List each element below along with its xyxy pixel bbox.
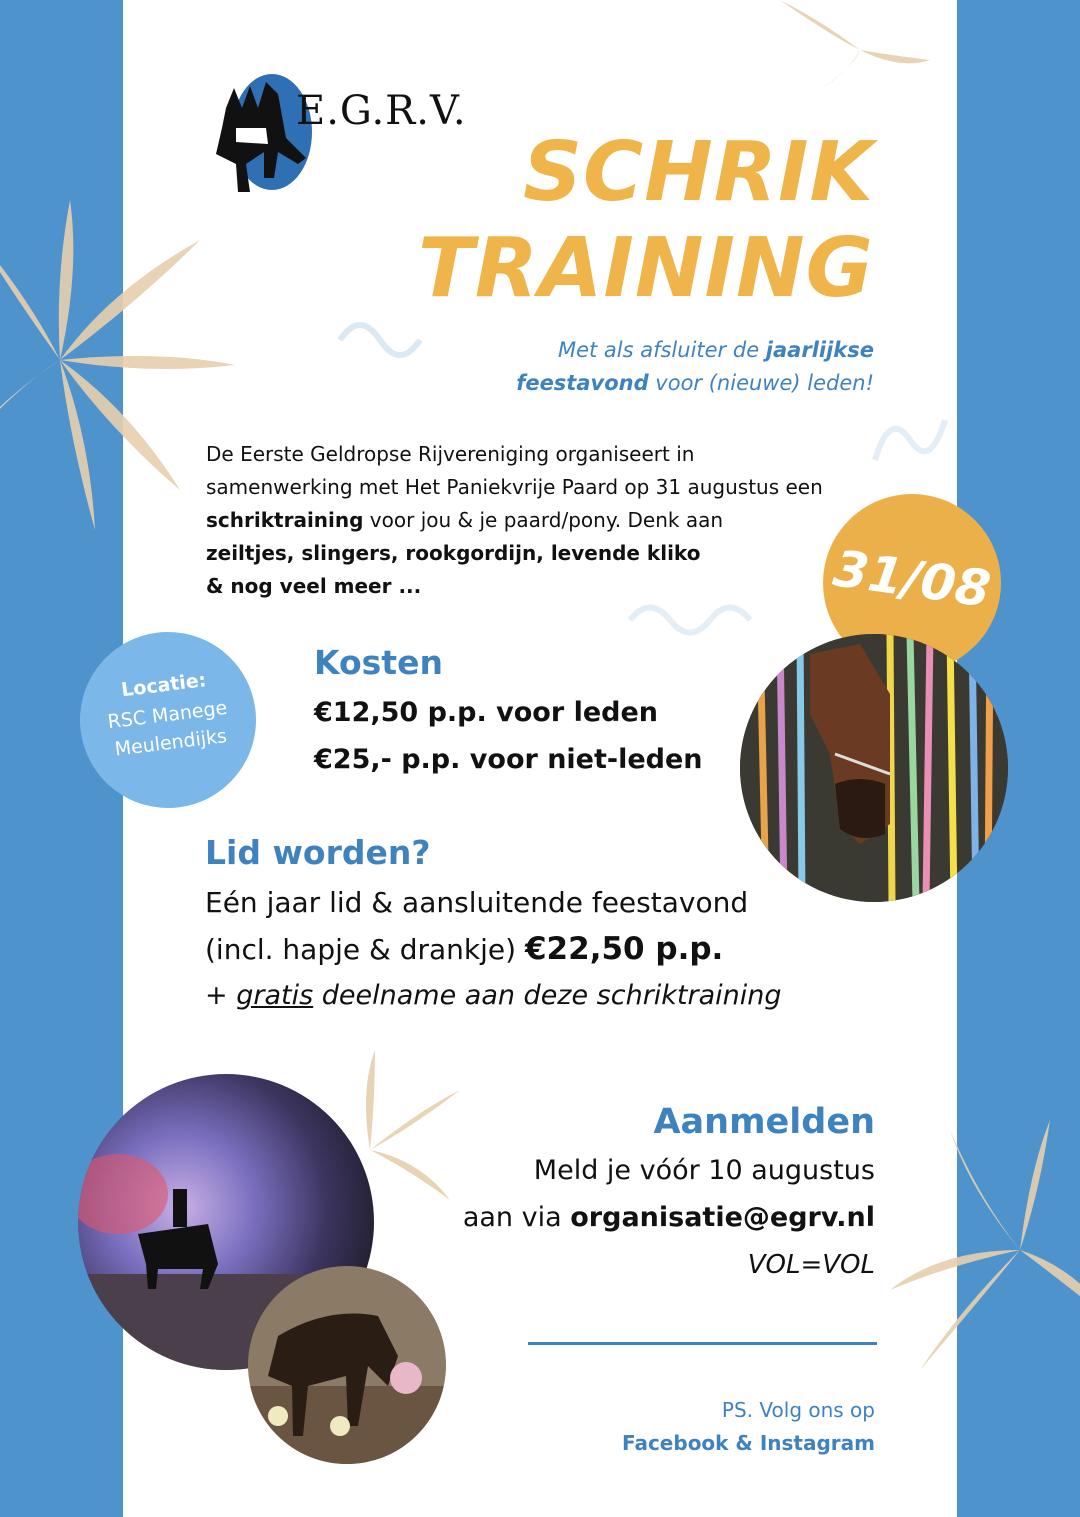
social-media-link[interactable]: Facebook & Instagram [621, 1431, 875, 1455]
aanmelden-line-2: aan via organisatie@egrv.nl [462, 1202, 875, 1233]
location-line-2: Meulendijks [113, 725, 229, 761]
confetti-swirl-decoration-3 [870, 410, 950, 470]
horse-with-streamers-photo [740, 634, 1008, 902]
subtitle: Met als afsluiter de jaarlijkse feestavond voor (nieuwe) leden! [516, 338, 874, 395]
title-line-2: TRAINING [417, 221, 874, 316]
horse-with-balloons-photo [248, 1266, 446, 1464]
club-logo-text: E.G.R.V. [296, 88, 467, 134]
kosten-heading: Kosten [314, 643, 443, 682]
lid-line-1: Eén jaar lid & aansluitende feestavond [205, 886, 749, 919]
firework-top-decoration [780, 0, 940, 90]
lid-line-3: + gratis deelname aan deze schriktraining [205, 980, 782, 1011]
lid-line-2: (incl. hapje & drankje) €22,50 p.p. [205, 931, 724, 967]
firework-left-decoration [0, 180, 240, 540]
location-title: Locatie: [120, 669, 208, 702]
email-link[interactable]: organisatie@egrv.nl [570, 1202, 875, 1233]
title-line-1: SCHRIK [522, 125, 874, 220]
aanmelden-heading: Aanmelden [653, 1102, 875, 1142]
ps-line-1: PS. Volg ons op [721, 1398, 875, 1422]
aanmelden-line-1: Meld je vóór 10 augustus [533, 1155, 875, 1186]
date-text: 31/08 [830, 539, 994, 619]
intro-paragraph: De Eerste Geldropse Rijvereniging organiseert in samenwerking met Het Paniekvrije Paard op 31 augustus een schriktraining voor jou & je paard/pony. Denk aan zeiltjes, slingers, rookgordijn, levende kliko & nog veel meer ... [206, 442, 823, 598]
lid-worden-heading: Lid worden? [205, 833, 431, 872]
price-members: €12,50 p.p. voor leden [314, 697, 658, 728]
divider-line [528, 1342, 877, 1345]
aanmelden-line-3: VOL=VOL [747, 1250, 875, 1280]
price-nonmembers: €25,- p.p. voor niet-leden [314, 744, 703, 775]
firework-right-decoration [880, 1120, 1080, 1380]
location-line-1: RSC Manege [106, 696, 229, 734]
